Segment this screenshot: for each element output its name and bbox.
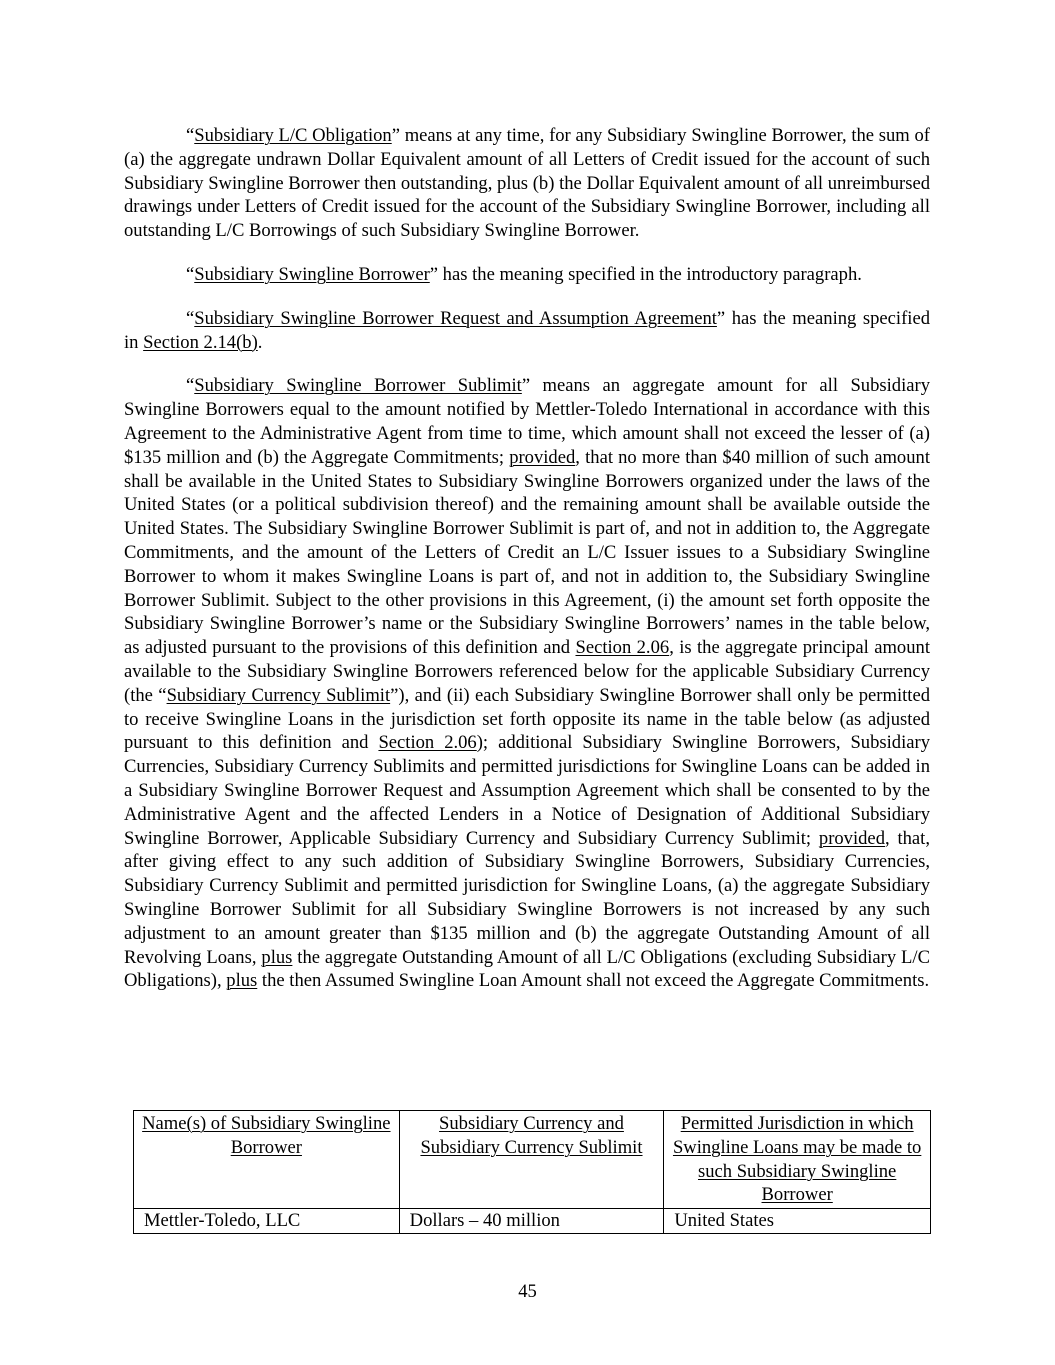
emphasis-provided: provided xyxy=(509,446,576,468)
emphasis-provided: provided xyxy=(818,827,885,849)
table-cell: Dollars – 40 million xyxy=(399,1209,664,1234)
swingline-borrower-table xyxy=(133,1110,931,1234)
page-number: 45 xyxy=(518,1281,537,1302)
defined-term: Subsidiary Swingline Borrower xyxy=(194,263,430,285)
section-reference: Section 2.14(b) xyxy=(143,331,258,353)
table-header-cell: Subsidiary Currency and Subsidiary Currency Sublimit xyxy=(399,1111,664,1209)
section-reference: Section 2.06 xyxy=(378,732,477,754)
table-header-cell: Name(s) of Subsidiary Swingline Borrower xyxy=(134,1111,400,1209)
definition-swingline-borrower-sublimit: “Subsidiary Swingline Borrower Sublimit” means an aggregate amount for all Subsidiary Swingline Borrowers equal to the amount notified by Mettler-Toledo International in accordance with this Agreement to the Administrative Agent from time to time, which amount shall not exceed the lesser of (a) $135 million and (b) the Aggregate Commitments; provided, that no more than $40 million of such amount shall be available in the United States to Subsidiary Swingline Borrowers organized under the laws of the United States (or a political subdivision thereof) and the remaining amount shall be available outside the United States. The Subsidiary Swingline Borrower Sublimit is part of, and not in addition to, the Aggregate Commitments, and the amount of the Letters of Credit an L/C Issuer issues to a Subsidiary Swingline Borrower to whom it makes Swingline Loans is part of, and not in addition to, the Subsidiary Swingline Borrower Sublimit. Subject to the other provisions in this Agreement, (i) the amount set forth opposite the Subsidiary Swingline Borrower’s name or the Subsidiary Swingline Borrowers’ names in the table below, as adjusted pursuant to the provisions of this definition and Section 2.06, is the aggregate principal amount available to the Subsidiary Swingline Borrowers referenced below for the applicable Subsidiary Currency (the “Subsidiary Currency Sublimit”), and (ii) each Subsidiary Swingline Borrower shall only be permitted to receive Swingline Loans in the jurisdiction set forth opposite its name in the table below (as adjusted pursuant to this definition and Section 2.06); additional Subsidiary Swingline Borrowers, Subsidiary Currencies, Subsidiary Currency Sublimits and permitted jurisdictions for Swingline Loans can be added in a Subsidiary Swingline Borrower Request and Assumption Agreement which shall be consented to by the Administrative Agent and the affected Lenders in a Notice of Designation of Additional Subsidiary Swingline Borrower, Applicable Subsidiary Currency and Subsidiary Currency Sublimit; provided, that, after giving effect to any such addition of Subsidiary Swingline Borrowers, Subsidiary Currencies, Subsidiary Currency Sublimit and permitted jurisdiction for Swingline Loans, (a) the aggregate Subsidiary Swingline Borrower Sublimit for all Subsidiary Swingline Borrowers is not increased by any such adjustment to an amount greater than $135 million and (b) the aggregate Outstanding Amount of all Revolving Loans, plus the aggregate Outstanding Amount of all L/C Obligations (excluding Subsidiary L/C Obligations), plus the then Assumed Swingline Loan Amount shall not exceed the Aggregate Commitments. xyxy=(124,375,930,992)
definition-request-and-assumption-agreement: “Subsidiary Swingline Borrower Request and Assumption Agreement” has the meaning specified in Section 2.14(b). xyxy=(124,307,930,353)
definition-subsidiary-lc-obligation: “Subsidiary L/C Obligation” means at any time, for any Subsidiary Swingline Borrower, the sum of (a) the aggregate undrawn Dollar Equivalent amount of all Letters of Credit issued for the account of such Subsidiary Swingline Borrower then outstanding, plus (b) the Dollar Equivalent amount of all unreimbursed drawings under Letters of Credit issued for the account of the Subsidiary Swingline Borrower, including all outstanding L/C Borrowings of such Subsidiary Swingline Borrower. xyxy=(124,125,930,242)
emphasis-plus: plus xyxy=(261,946,293,968)
document-body xyxy=(124,124,930,1013)
defined-term: Subsidiary Swingline Borrower Request and Assumption Agreement xyxy=(194,307,717,329)
table-header-cell: Permitted Jurisdiction in which Swingline Loans may be made to such Subsidiary Swingline Borrower xyxy=(664,1111,931,1209)
defined-term: Subsidiary Swingline Borrower Sublimit xyxy=(194,375,522,397)
defined-term: Subsidiary L/C Obligation xyxy=(194,125,392,146)
table-cell: Mettler-Toledo, LLC xyxy=(134,1209,400,1234)
table-header-row xyxy=(134,1111,931,1209)
emphasis-plus: plus xyxy=(226,970,258,992)
defined-term: Subsidiary Currency Sublimit xyxy=(166,684,391,706)
section-reference: Section 2.06 xyxy=(575,637,670,659)
definition-subsidiary-swingline-borrower: “Subsidiary Swingline Borrower” has the meaning specified in the introductory paragraph. xyxy=(186,263,862,285)
table-row xyxy=(134,1209,931,1234)
table-cell: United States xyxy=(664,1209,931,1234)
